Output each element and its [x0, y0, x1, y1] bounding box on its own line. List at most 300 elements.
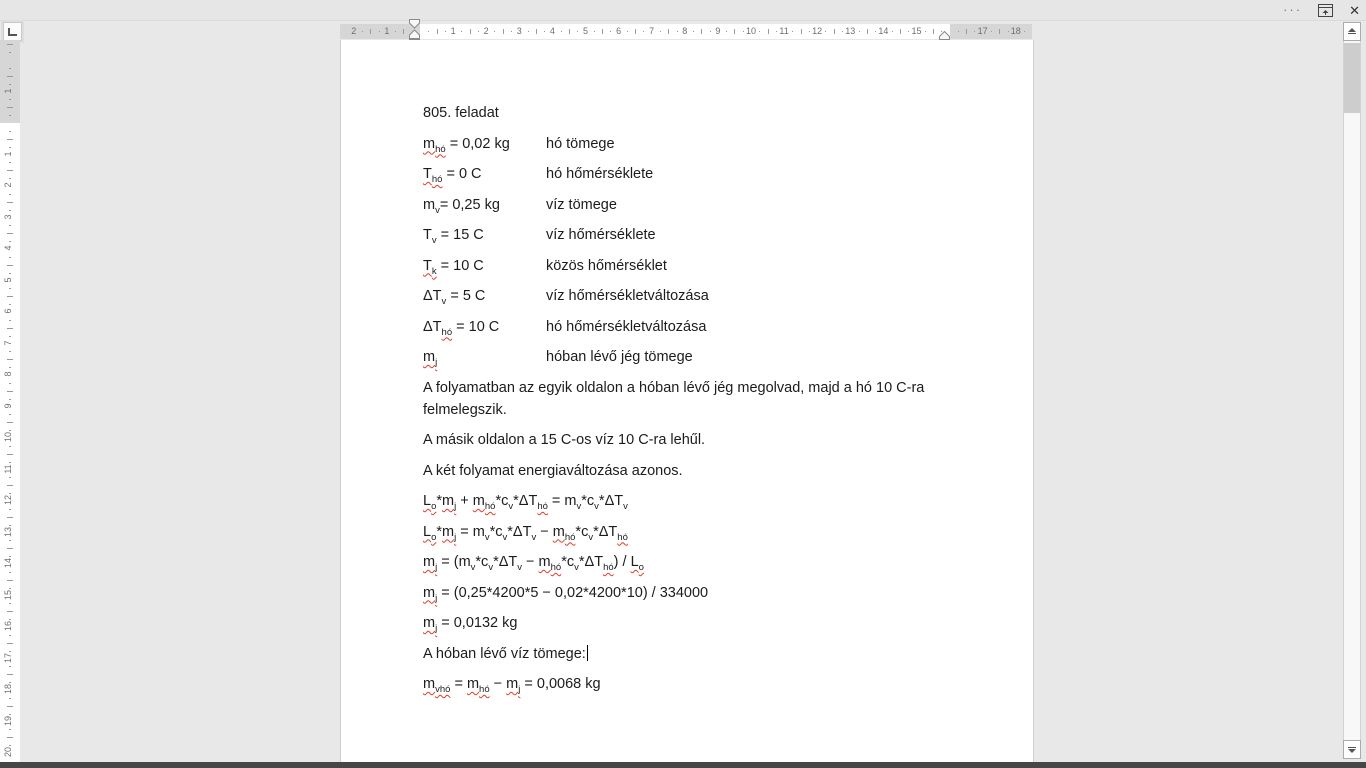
ruler-tick: [9, 99, 11, 100]
misspelled-token: j: [435, 561, 438, 573]
misspelled-token: m: [423, 554, 436, 570]
ruler-tick: [445, 31, 446, 32]
formula-token: v: [508, 500, 514, 512]
ruler-tick: [577, 31, 578, 32]
equation: [423, 582, 957, 604]
formula-token: v: [435, 204, 440, 216]
ruler-number: 15: [3, 589, 13, 600]
formula-token: = 0,0068 kg: [520, 676, 601, 692]
formula-token: −: [489, 676, 507, 692]
ruler-tick: [9, 320, 11, 321]
ruler-number: 17: [3, 652, 13, 663]
given-symbol: [423, 224, 546, 246]
ruler-tick: [834, 29, 835, 34]
equation: [423, 490, 957, 512]
given-row: [423, 346, 957, 368]
doc-title: 805. feladat: [423, 105, 499, 121]
ruler-tick: [7, 139, 13, 140]
misspelled-token: m: [506, 676, 519, 692]
scroll-down-button[interactable]: [1343, 740, 1361, 759]
ruler-tick: [933, 29, 934, 34]
ruler-tick: [9, 383, 11, 384]
ruler-number: 10: [3, 432, 13, 443]
ruler-tick: [7, 611, 13, 612]
ruler-tick: [842, 31, 843, 32]
formula-token: v: [431, 234, 437, 246]
ruler-tick: [7, 485, 13, 486]
final-equation: [423, 673, 957, 695]
misspelled-token: o: [638, 561, 644, 573]
scroll-down-icon: [1348, 749, 1356, 753]
ruler-tick: [503, 29, 504, 34]
formula-token: *: [513, 493, 519, 509]
ruler-tick: [759, 31, 760, 32]
misspelled-token: m: [466, 676, 480, 692]
more-options-icon[interactable]: ···: [1283, 2, 1303, 17]
misspelled-token: m: [552, 523, 565, 540]
formula-token: *c: [495, 493, 509, 509]
ruler-tick: [7, 422, 13, 423]
misspelled-token: o: [431, 500, 437, 512]
ruler-tick: [528, 31, 529, 32]
ruler-tick: [9, 588, 11, 589]
ruler-tick: [9, 84, 11, 85]
formula-token: v: [531, 531, 537, 543]
ruler-tick: [743, 31, 744, 32]
ruler-tick: [9, 477, 11, 478]
given-description: víz hőmérsékletváltozása: [546, 288, 709, 304]
ruler-tick: [9, 556, 11, 557]
ruler-tick: [9, 131, 11, 132]
formula-token: v: [470, 561, 476, 573]
ruler-tick: [9, 351, 11, 352]
formula-token: = 0 C: [442, 166, 482, 182]
ruler-tick: [9, 635, 11, 636]
given-row: [423, 255, 957, 277]
ruler-number: 10: [745, 26, 757, 36]
formula-token: v: [488, 561, 494, 573]
ruler-tick: [7, 76, 13, 77]
ruler-number: 18: [1010, 26, 1021, 36]
ruler-number: 14: [878, 26, 889, 36]
equations-list: [423, 490, 957, 634]
ruler-number: 12: [812, 26, 823, 36]
ruler-tick: [536, 29, 537, 34]
ruler-tick: [9, 304, 11, 305]
misspelled-token: m: [538, 554, 551, 570]
ruler-tick: [768, 29, 769, 34]
given-description: víz hőmérséklete: [546, 227, 656, 243]
formula-token: = 0,25 kg: [439, 196, 500, 213]
ruler-number: 1: [450, 26, 456, 36]
formula-token: = 0,02 kg: [445, 135, 510, 152]
ruler-tick: [726, 31, 727, 32]
formula-token: v: [576, 500, 582, 512]
given-row: [423, 133, 957, 155]
scroll-up-icon: [1348, 28, 1356, 32]
ruler-tick: [9, 462, 11, 463]
formula-token: +: [456, 493, 473, 509]
ruler-tick: [792, 31, 793, 32]
ruler-tick: [9, 525, 11, 526]
given-symbol: [423, 255, 546, 277]
ruler-tick: [569, 29, 570, 34]
formula-token: = (0,25*4200*5 − 0,02*4200*10) / 334000: [437, 584, 709, 601]
formula-token: *c: [561, 554, 575, 570]
ruler-number: 8: [682, 26, 688, 36]
formula-token: *: [436, 493, 443, 509]
formula-token: ΔT: [598, 523, 618, 540]
ruler-tick: [9, 414, 11, 415]
given-symbol: [423, 285, 546, 307]
ruler-tick: [660, 31, 661, 32]
ruler-number: 5: [3, 277, 13, 283]
ruler-tick: [776, 31, 777, 32]
ruler-tick: [9, 540, 11, 541]
misspelled-token: k: [431, 265, 437, 277]
given-description: hóban lévő jég tömege: [546, 349, 693, 365]
paragraph: A másik oldalon a 15 C-os víz 10 C-ra lehűl.: [423, 432, 706, 448]
ruler-tick: [701, 29, 702, 34]
ruler-tick: [494, 31, 495, 32]
ruler-tick: [892, 31, 893, 32]
ruler-tick: [9, 147, 11, 148]
ruler-number: 1: [3, 151, 13, 157]
ruler-tick: [7, 170, 13, 171]
closing-text: A hóban lévő víz tömege:: [423, 645, 586, 662]
ruler-tick: [1008, 31, 1009, 32]
misspelled-token: L: [423, 493, 432, 509]
ruler-tick: [7, 674, 13, 675]
ruler-tick: [370, 29, 371, 34]
misspelled-token: j: [435, 592, 438, 604]
equation: [423, 521, 957, 543]
ruler-tick: [9, 210, 11, 211]
misspelled-token: m: [423, 135, 436, 152]
formula-token: *: [436, 523, 443, 540]
ruler-tick: [9, 572, 11, 573]
ruler-number: 6: [3, 308, 13, 314]
given-row: [423, 194, 957, 216]
ruler-tick: [9, 241, 11, 242]
misspelled-token: T: [423, 166, 432, 182]
misspelled-token: L: [630, 554, 639, 570]
ruler-tick: [9, 194, 11, 195]
formula-token: *c: [575, 523, 589, 540]
ruler-tick: [801, 29, 802, 34]
ruler-tick: [544, 31, 545, 32]
formula-token: = 0,0132 kg: [437, 615, 518, 631]
ruler-number: 11: [779, 26, 789, 36]
misspelled-token: vhó: [435, 683, 451, 695]
ruler-tick: [7, 454, 13, 455]
misspelled-token: hó: [550, 561, 562, 573]
ruler-tick: [825, 31, 826, 32]
document-page[interactable]: [340, 40, 1034, 763]
misspelled-token: m: [423, 584, 436, 601]
ruler-tick: [9, 367, 11, 368]
ruler-number: 6: [616, 26, 622, 36]
ruler-tick: [9, 666, 11, 667]
formula-token: −: [522, 554, 539, 570]
ruler-tick: [809, 31, 810, 32]
ruler-tick: [9, 698, 11, 699]
horizontal-ruler[interactable]: [340, 24, 1032, 39]
formula-token: *: [593, 523, 599, 540]
ruler-tick: [7, 233, 13, 234]
ruler-tick: [7, 706, 13, 707]
formula-token: *: [598, 493, 605, 509]
ruler-number: 9: [3, 403, 13, 409]
misspelled-token: m: [442, 493, 455, 509]
ruler-tick: [999, 29, 1000, 34]
formula-token: ΔT: [512, 523, 532, 540]
ruler-tick: [9, 729, 11, 730]
formula-token: ΔT: [498, 554, 518, 570]
ruler-tick: [9, 745, 11, 746]
ruler-number: 8: [3, 371, 13, 377]
ruler-tick: [7, 296, 13, 297]
formula-token: v: [484, 531, 490, 543]
ruler-number: 9: [715, 26, 721, 36]
formula-token: = (m: [437, 554, 471, 570]
given-values-list: [423, 133, 957, 369]
ruler-tick: [9, 430, 11, 431]
ruler-tick: [958, 31, 959, 32]
vertical-ruler[interactable]: [0, 40, 20, 763]
ruler-tick: [9, 619, 11, 620]
ruler-tick: [9, 162, 11, 163]
formula-token: ΔT: [423, 318, 442, 335]
formula-token: ΔT: [604, 493, 624, 509]
misspelled-token: o: [431, 531, 437, 543]
misspelled-token: hó: [441, 326, 453, 338]
ruler-number: 12: [3, 495, 13, 506]
misspelled-token: m: [423, 615, 436, 631]
formula-token: = 10 C: [436, 257, 484, 274]
ruler-tick: [991, 31, 992, 32]
formula-token: = 5 C: [446, 288, 486, 304]
ruler-tick: [395, 31, 396, 32]
given-description: hó tömege: [546, 135, 615, 152]
misspelled-token: L: [423, 523, 432, 540]
ruler-number: 1: [384, 26, 390, 36]
misspelled-token: hó: [479, 683, 490, 695]
ruler-tick: [7, 328, 13, 329]
ruler-tick: [428, 31, 429, 32]
ruler-tick: [561, 31, 562, 32]
ruler-tick: [668, 29, 669, 34]
formula-token: =: [450, 676, 467, 692]
ruler-tick: [643, 31, 644, 32]
ruler-tick: [627, 31, 628, 32]
given-row: [423, 163, 957, 185]
formula-token: *c: [475, 554, 489, 570]
ruler-tick: [925, 31, 926, 32]
tab-stop-selector[interactable]: [3, 22, 22, 41]
formula-token: *: [578, 554, 585, 570]
ruler-number: 2: [483, 26, 489, 36]
misspelled-token: hó: [431, 173, 443, 185]
ruler-number: 4: [549, 26, 555, 36]
ruler-tick: [7, 202, 13, 203]
formula-token: = 10 C: [452, 318, 500, 335]
formula-token: v: [623, 500, 628, 512]
ruler-tick: [379, 31, 380, 32]
formula-token: *c: [489, 523, 503, 540]
ruler-tick: [470, 29, 471, 34]
given-description: hó hőmérséklete: [546, 166, 654, 182]
ruler-tick: [9, 603, 11, 604]
ruler-tick: [9, 682, 11, 683]
ruler-tick: [9, 52, 11, 53]
ruler-tick: [412, 31, 413, 32]
formula-token: = m: [456, 523, 485, 540]
misspelled-token: hó: [537, 500, 548, 512]
equation: [423, 551, 957, 573]
formula-token: v: [574, 561, 579, 573]
ruler-tick: [461, 31, 462, 32]
given-description: víz tömege: [546, 196, 617, 213]
ruler-tick: [900, 29, 901, 34]
given-row: [423, 285, 957, 307]
given-symbol: [423, 316, 546, 338]
ruler-tick: [734, 29, 735, 34]
misspelled-token: hó: [564, 531, 576, 543]
ruler-number: 4: [3, 245, 13, 251]
ruler-number: 11: [3, 463, 13, 474]
ruler-tick: [9, 493, 11, 494]
scroll-down-icon-base: [1348, 747, 1356, 748]
ruler-tick: [602, 29, 603, 34]
ruler-tick: [9, 651, 11, 652]
ruler-tick: [710, 31, 711, 32]
ruler-tick: [7, 737, 13, 738]
ruler-number: 5: [582, 26, 589, 36]
misspelled-token: hó: [435, 143, 446, 155]
ruler-tick: [9, 446, 11, 447]
ruler-tick: [9, 336, 11, 337]
ruler-tick: [7, 265, 13, 266]
ribbon-display-options-icon[interactable]: [1318, 4, 1333, 17]
given-row: [423, 316, 957, 338]
ruler-number: 19: [3, 715, 13, 726]
closing-line: [423, 643, 957, 665]
ruler-number: 2: [3, 182, 13, 188]
formula-token: T: [423, 227, 432, 243]
formula-token: −: [536, 523, 553, 540]
ruler-tick: [908, 31, 909, 32]
formula-token: v: [594, 500, 599, 512]
ruler-tick: [7, 391, 13, 392]
ruler-number: 7: [3, 340, 13, 346]
ruler-tick: [966, 29, 967, 34]
ruler-tick: [9, 178, 11, 179]
text-cursor: [587, 645, 588, 661]
ruler-number: 2: [351, 26, 357, 36]
misspelled-token: j: [454, 531, 457, 543]
misspelled-token: m: [442, 523, 455, 540]
ruler-number: 14: [3, 558, 13, 569]
misspelled-token: j: [435, 356, 438, 368]
misspelled-token: hó: [617, 531, 628, 543]
ruler-number: 3: [516, 26, 522, 36]
formula-token: v: [441, 295, 447, 307]
ruler-tick: [9, 115, 11, 116]
misspelled-token: m: [472, 493, 485, 509]
ruler-tick: [693, 31, 694, 32]
ruler-tick: [9, 273, 11, 274]
ruler-tick: [9, 399, 11, 400]
vertical-scrollbar[interactable]: [1343, 22, 1361, 759]
equation: [423, 612, 957, 634]
ruler-tick: [941, 31, 942, 32]
ruler-tick: [9, 288, 11, 289]
ruler-tick: [362, 31, 363, 32]
formula-token: = 15 C: [436, 227, 484, 243]
formula-token: = m: [547, 493, 577, 509]
close-icon[interactable]: ✕: [1349, 2, 1360, 18]
formula-token: ΔT: [584, 554, 604, 570]
ruler-number: 1: [3, 88, 13, 94]
formula-token: *: [493, 554, 499, 570]
ruler-tick: [7, 517, 13, 518]
ruler-tick: [867, 29, 868, 34]
misspelled-token: j: [518, 683, 521, 695]
formula-token: v: [517, 561, 523, 573]
ruler-tick: [437, 29, 438, 34]
scroll-up-button[interactable]: [1343, 22, 1361, 41]
ruler-number: 18: [3, 684, 13, 695]
ruler-number: 13: [3, 526, 13, 537]
ruler-tick: [7, 548, 13, 549]
formula-token: v: [502, 531, 508, 543]
explanation-paragraphs: [423, 377, 957, 482]
ruler-tick: [677, 31, 678, 32]
given-description: közös hőmérséklet: [546, 257, 667, 274]
formula-token: ) /: [613, 554, 631, 570]
ruler-tick: [1024, 31, 1025, 32]
ruler-number: 17: [977, 26, 988, 36]
left-tab-icon: [8, 28, 17, 36]
ruler-tick: [9, 714, 11, 715]
ruler-tick: [594, 31, 595, 32]
ruler-tick: [875, 31, 876, 32]
ruler-tick: [974, 31, 975, 32]
misspelled-token: hó: [484, 500, 496, 512]
ruler-number: 15: [911, 26, 922, 36]
given-row: [423, 224, 957, 246]
ruler-tick: [7, 580, 13, 581]
misspelled-token: m: [423, 676, 436, 692]
document-content[interactable]: [423, 102, 957, 704]
ruler-tick: [7, 107, 13, 108]
scrollbar-thumb[interactable]: [1344, 43, 1360, 113]
misspelled-token: m: [423, 349, 436, 365]
given-symbol: [423, 194, 546, 216]
ruler-tick: [9, 509, 11, 510]
formula-token: *c: [581, 493, 595, 509]
ruler-number: 13: [845, 26, 856, 36]
paragraph: A folyamatban az egyik oldalon a hóban lévő jég megolvad, majd a hó 10 C-ra felmelegszik.: [423, 379, 925, 418]
ruler-tick: [9, 257, 11, 258]
ruler-tick: [511, 31, 512, 32]
ruler-number: 16: [3, 621, 13, 632]
ruler-number: 3: [3, 214, 13, 220]
formula-token: *: [507, 523, 513, 540]
misspelled-token: T: [423, 257, 432, 274]
paragraph: A két folyamat energiaváltozása azonos.: [423, 462, 683, 479]
